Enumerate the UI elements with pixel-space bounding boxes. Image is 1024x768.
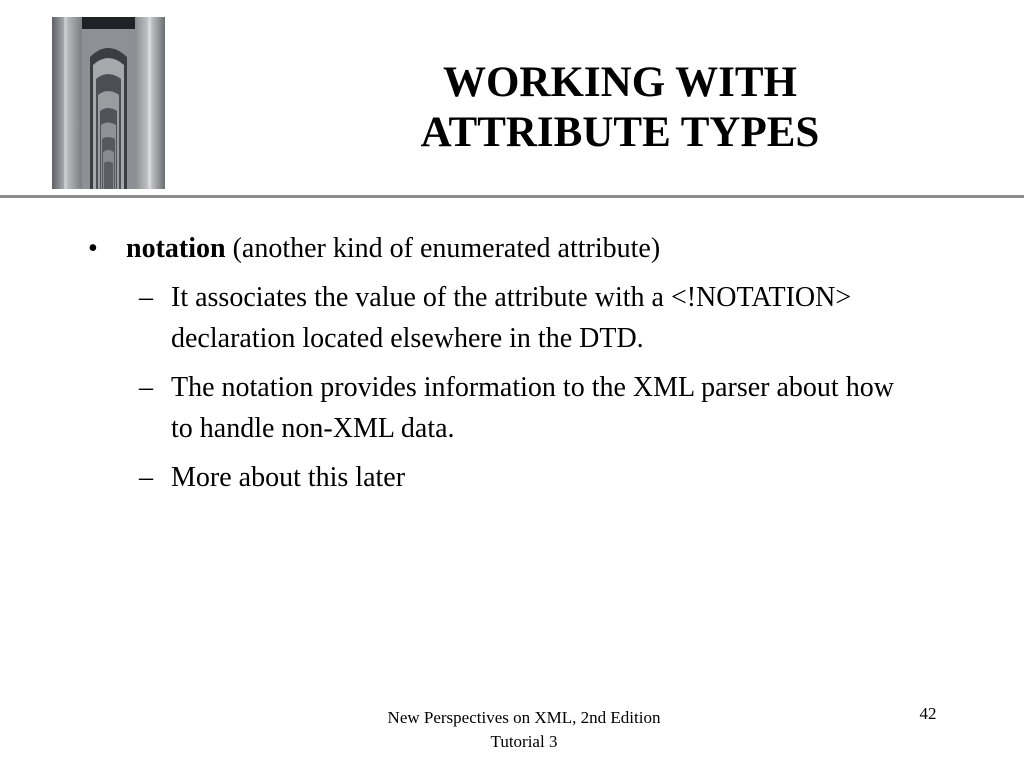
- bullet-term: notation: [126, 233, 226, 264]
- slide-title: [300, 58, 940, 158]
- footer-tutorial: Tutorial 3: [490, 732, 558, 751]
- sub-item-associates: [0, 277, 911, 359]
- sub-item-more-later: [0, 457, 911, 498]
- sub-item-provides-information: [0, 367, 911, 449]
- bridge-arches-image: [52, 17, 165, 189]
- footer-book-title: New Perspectives on XML, 2nd Edition: [387, 708, 661, 727]
- slide-footer: [324, 706, 724, 754]
- bullet-marker: •: [88, 233, 98, 264]
- sub-item-text: The notation provides information to the XML parser about how to handle non-XML data.: [171, 372, 894, 444]
- slide-title-line-2: ATTRIBUTE TYPES: [420, 109, 820, 156]
- bullet-item-notation: [0, 228, 886, 269]
- slide-title-line-1: WORKING WITH: [442, 59, 797, 106]
- sub-item-text: More about this later: [171, 462, 406, 493]
- sub-item-marker: –: [139, 462, 153, 493]
- title-divider: [0, 195, 1024, 198]
- bridge-photo: [52, 17, 165, 189]
- bullet-description: (another kind of enumerated attribute): [225, 233, 661, 264]
- sub-item-marker: –: [139, 282, 153, 313]
- slide-body: [0, 228, 1024, 498]
- page-number: 42: [919, 704, 937, 723]
- sub-item-text: It associates the value of the attribute with a <!NOTATION> declaration located elsewhere in the DTD.: [171, 282, 852, 354]
- sub-item-marker: –: [139, 372, 153, 403]
